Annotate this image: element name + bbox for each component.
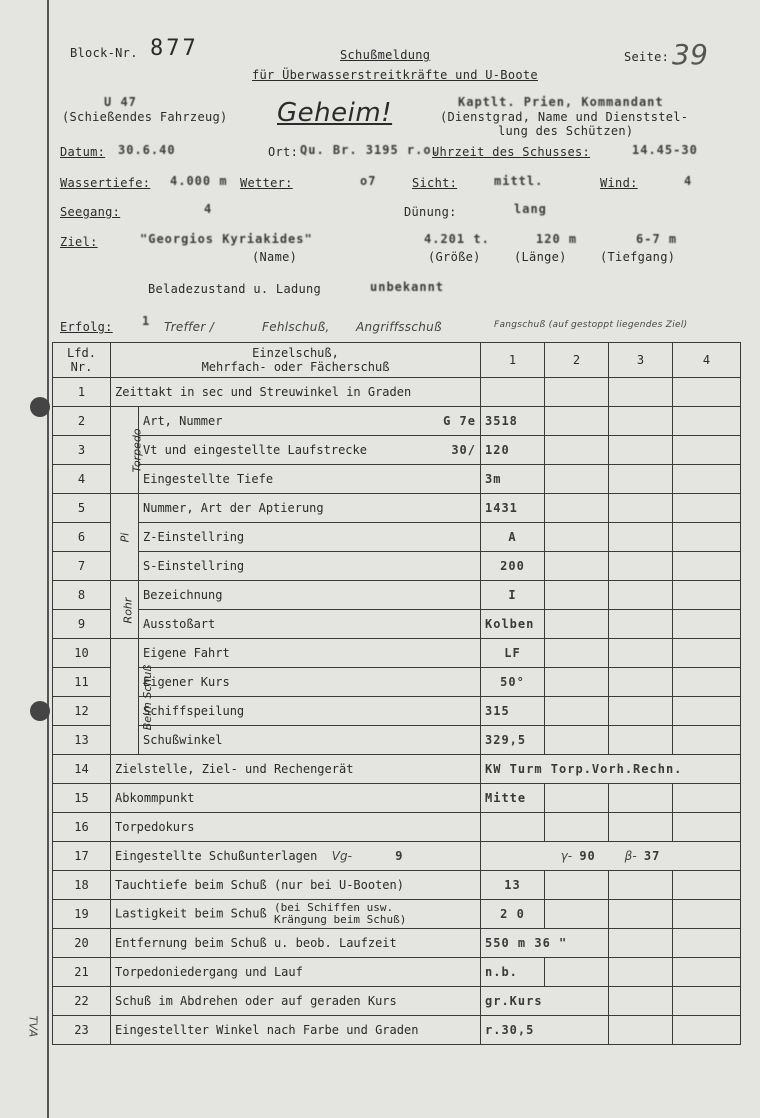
row-value: 200 bbox=[481, 552, 545, 581]
row-value: 329,5 bbox=[481, 726, 545, 755]
row-label: Zeittakt in sec und Streuwinkel in Graden bbox=[111, 378, 481, 407]
row-label: Eigener Kurs bbox=[139, 668, 481, 697]
row-value: n.b. bbox=[481, 958, 545, 987]
row-label: Abkommpunkt bbox=[111, 784, 481, 813]
group-label-rohr bbox=[111, 581, 139, 639]
groesse-caption: (Größe) bbox=[428, 250, 481, 264]
row-label: Entfernung beim Schuß u. beob. Laufzeit bbox=[111, 929, 481, 958]
table-row bbox=[53, 378, 741, 407]
row-label-text: Lastigkeit beim Schuß bbox=[115, 906, 267, 921]
page-number: 39 bbox=[672, 38, 709, 71]
row-label-text: Art, Nummer bbox=[143, 414, 223, 428]
row-label: Ausstoßart bbox=[139, 610, 481, 639]
row-value: A bbox=[481, 523, 545, 552]
row-label bbox=[139, 436, 481, 465]
wetter-label: Wetter: bbox=[240, 176, 293, 190]
table-row bbox=[53, 813, 741, 842]
row-label: Tauchtiefe beim Schuß (nur bei U-Booten) bbox=[111, 871, 481, 900]
row-nr: 3 bbox=[53, 436, 111, 465]
table-row bbox=[53, 697, 741, 726]
table-row bbox=[53, 610, 741, 639]
row-label-text: Vt und eingestellte Laufstrecke bbox=[143, 443, 367, 457]
commander-label-2: lung des Schützen) bbox=[498, 124, 634, 138]
table-row bbox=[53, 436, 741, 465]
table-row bbox=[53, 755, 741, 784]
row-label bbox=[111, 842, 481, 871]
vg-value: 9 bbox=[395, 849, 404, 863]
ziel-laenge-value: 120 m bbox=[536, 232, 578, 246]
row-label: Eingestellter Winkel nach Farbe und Graden bbox=[111, 1016, 481, 1045]
row-nr: 4 bbox=[53, 465, 111, 494]
row-nr: 20 bbox=[53, 929, 111, 958]
wind-value: 4 bbox=[684, 174, 693, 188]
form-subtitle: für Überwasserstreitkräfte und U-Boote bbox=[252, 68, 538, 82]
ort-label: Ort: bbox=[268, 145, 299, 159]
beladung-value: unbekannt bbox=[370, 280, 445, 294]
wassertiefe-value: 4.000 m bbox=[170, 174, 228, 188]
ort-value: Qu. Br. 3195 r.o. bbox=[300, 143, 440, 157]
row-value: KW Turm Torp.Vorh.Rechn. bbox=[481, 755, 741, 784]
table-row bbox=[53, 581, 741, 610]
row-value: 120 bbox=[481, 436, 545, 465]
table-row bbox=[53, 523, 741, 552]
row-nr: 11 bbox=[53, 668, 111, 697]
row-note bbox=[274, 902, 406, 926]
group-rohr-text: Rohr bbox=[121, 597, 135, 623]
seegang-value: 4 bbox=[204, 202, 213, 216]
sicht-value: mittl. bbox=[494, 174, 544, 188]
row-label: S-Einstellring bbox=[139, 552, 481, 581]
table-row bbox=[53, 1016, 741, 1045]
row-nr: 21 bbox=[53, 958, 111, 987]
table-row bbox=[53, 871, 741, 900]
gamma-value: 90 bbox=[579, 849, 596, 863]
row-value: 50° bbox=[481, 668, 545, 697]
row-value: 3518 bbox=[481, 407, 545, 436]
row-value: Kolben bbox=[481, 610, 545, 639]
row-nr: 10 bbox=[53, 639, 111, 668]
sicht-label: Sicht: bbox=[412, 176, 458, 190]
row-label bbox=[139, 407, 481, 436]
row-nr: 22 bbox=[53, 987, 111, 1016]
ziel-label: Ziel: bbox=[60, 235, 98, 249]
commander-value: Kaptlt. Prien, Kommandant bbox=[458, 95, 664, 109]
shot-data-table bbox=[52, 342, 741, 1045]
page-label: Seite: bbox=[624, 50, 670, 64]
group-pi-text: Pi bbox=[117, 532, 131, 543]
beta-label: β- bbox=[624, 849, 637, 863]
duenung-label: Dünung: bbox=[404, 205, 457, 219]
row-nr: 8 bbox=[53, 581, 111, 610]
header-nr-cell bbox=[53, 343, 111, 378]
row-nr: 7 bbox=[53, 552, 111, 581]
group-beim-schuss-text: Beim Schuß bbox=[141, 664, 155, 730]
wind-label: Wind: bbox=[600, 176, 638, 190]
block-label: Block-Nr. bbox=[70, 46, 138, 60]
header-desc-line1: Einzelschuß, bbox=[252, 346, 339, 360]
row-nr: 18 bbox=[53, 871, 111, 900]
wassertiefe-label: Wassertiefe: bbox=[60, 176, 151, 190]
form-title: Schußmeldung bbox=[340, 48, 431, 62]
table-row bbox=[53, 987, 741, 1016]
vessel-value: U 47 bbox=[104, 95, 137, 109]
row-label: Zielstelle, Ziel- und Rechengerät bbox=[111, 755, 481, 784]
row-nr: 19 bbox=[53, 900, 111, 929]
header-nr-line1: Lfd. bbox=[67, 346, 96, 360]
row-label: Schiffspeilung bbox=[139, 697, 481, 726]
ziel-groesse-value: 4.201 t. bbox=[424, 232, 490, 246]
row-extra-value: G 7e bbox=[443, 414, 476, 428]
row-nr: 16 bbox=[53, 813, 111, 842]
vg-label: Vg- bbox=[331, 849, 352, 863]
row-label: Nummer, Art der Aptierung bbox=[139, 494, 481, 523]
row-extra-value: 30/ bbox=[451, 443, 476, 457]
group-label-torpedo bbox=[111, 407, 144, 494]
header-col-2: 2 bbox=[545, 343, 609, 378]
header-col-4: 4 bbox=[673, 343, 741, 378]
row-value: Mitte bbox=[481, 784, 545, 813]
header-desc-line2: Mehrfach- oder Fächerschuß bbox=[201, 360, 390, 374]
table-row bbox=[53, 784, 741, 813]
table-row bbox=[53, 929, 741, 958]
seegang-label: Seegang: bbox=[60, 205, 121, 219]
header-nr-line2: Nr. bbox=[70, 360, 93, 374]
table-row bbox=[53, 407, 741, 436]
group-label-pi bbox=[111, 494, 139, 581]
page-edge-line bbox=[47, 0, 49, 1118]
tiefgang-caption: (Tiefgang) bbox=[600, 250, 676, 264]
header-desc-cell bbox=[111, 343, 481, 378]
uhrzeit-value: 14.45-30 bbox=[632, 143, 698, 157]
row-label: Schuß im Abdrehen oder auf geraden Kurs bbox=[111, 987, 481, 1016]
row-nr: 17 bbox=[53, 842, 111, 871]
row-value: 550 m 36 " bbox=[481, 929, 609, 958]
row-nr: 9 bbox=[53, 610, 111, 639]
row-value: 2 0 bbox=[481, 900, 545, 929]
treffer-label: Treffer / bbox=[164, 320, 215, 334]
table-row bbox=[53, 465, 741, 494]
row-value: 3m bbox=[481, 465, 545, 494]
datum-label: Datum: bbox=[60, 145, 106, 159]
laenge-caption: (Länge) bbox=[514, 250, 567, 264]
fangschuss-label: Fangschuß (auf gestoppt liegendes Ziel) bbox=[494, 320, 688, 330]
table-row bbox=[53, 958, 741, 987]
table-row bbox=[53, 494, 741, 523]
row-label: Eigene Fahrt bbox=[139, 639, 481, 668]
erfolg-label: Erfolg: bbox=[60, 320, 113, 334]
beta-value: 37 bbox=[643, 849, 661, 863]
row-label: Torpedoniedergang und Lauf bbox=[111, 958, 481, 987]
table-row bbox=[53, 668, 741, 697]
ziel-tiefgang-value: 6-7 m bbox=[636, 232, 678, 246]
row-label: Torpedokurs bbox=[111, 813, 481, 842]
table-row bbox=[53, 726, 741, 755]
row-note-line2: Krängung beim Schuß) bbox=[273, 913, 407, 926]
wetter-value: o7 bbox=[360, 174, 377, 188]
table-row bbox=[53, 842, 741, 871]
table-header-row bbox=[53, 343, 741, 378]
header-col-1: 1 bbox=[481, 343, 545, 378]
block-number: 877 bbox=[150, 36, 199, 61]
row-nr: 14 bbox=[53, 755, 111, 784]
row-label-text: Eingestellte Schußunterlagen bbox=[115, 849, 318, 863]
classification-stamp: Geheim! bbox=[277, 98, 393, 128]
row-nr: 2 bbox=[53, 407, 111, 436]
punch-hole bbox=[30, 701, 50, 721]
row-value: gr.Kurs bbox=[481, 987, 609, 1016]
group-torpedo-text: Torpedo bbox=[130, 428, 144, 473]
beladung-label: Beladezustand u. Ladung bbox=[148, 282, 322, 296]
fehlschuss-label: Fehlschuß, bbox=[262, 320, 330, 334]
row-label bbox=[111, 900, 481, 929]
margin-note: TVA bbox=[26, 1015, 40, 1038]
row-nr: 5 bbox=[53, 494, 111, 523]
table-row bbox=[53, 639, 741, 668]
row-label: Bezeichnung bbox=[139, 581, 481, 610]
row-nr: 1 bbox=[53, 378, 111, 407]
row-value: 1431 bbox=[481, 494, 545, 523]
table-row bbox=[53, 900, 741, 929]
row-value: LF bbox=[481, 639, 545, 668]
duenung-value: lang bbox=[514, 202, 547, 216]
row-value bbox=[481, 842, 741, 871]
row-label: Z-Einstellring bbox=[139, 523, 481, 552]
row-nr: 23 bbox=[53, 1016, 111, 1045]
header-col-3: 3 bbox=[609, 343, 673, 378]
commander-label-1: (Dienstgrad, Name und Dienststel- bbox=[440, 110, 689, 124]
row-note-line1: (bei Schiffen usw. bbox=[273, 901, 394, 914]
row-nr: 6 bbox=[53, 523, 111, 552]
row-nr: 15 bbox=[53, 784, 111, 813]
angriffsschuss-label: Angriffsschuß bbox=[356, 320, 442, 334]
ziel-name-value: "Georgios Kyriakides" bbox=[140, 232, 313, 246]
row-value: r.30,5 bbox=[481, 1016, 609, 1045]
name-caption: (Name) bbox=[252, 250, 298, 264]
row-nr: 12 bbox=[53, 697, 111, 726]
datum-value: 30.6.40 bbox=[118, 143, 176, 157]
gamma-label: γ- bbox=[560, 849, 573, 863]
row-value: 13 bbox=[481, 871, 545, 900]
row-label: Eingestellte Tiefe bbox=[139, 465, 481, 494]
row-value: 315 bbox=[481, 697, 545, 726]
erfolg-count: 1 bbox=[142, 314, 151, 328]
uhrzeit-label: Uhrzeit des Schusses: bbox=[432, 145, 591, 159]
table-row bbox=[53, 552, 741, 581]
row-value bbox=[481, 378, 545, 407]
row-label: Schußwinkel bbox=[139, 726, 481, 755]
row-value bbox=[481, 813, 545, 842]
vessel-label: (Schießendes Fahrzeug) bbox=[62, 110, 228, 124]
punch-hole bbox=[30, 397, 50, 417]
row-value: I bbox=[481, 581, 545, 610]
row-nr: 13 bbox=[53, 726, 111, 755]
group-label-beim-schuss bbox=[111, 639, 155, 755]
